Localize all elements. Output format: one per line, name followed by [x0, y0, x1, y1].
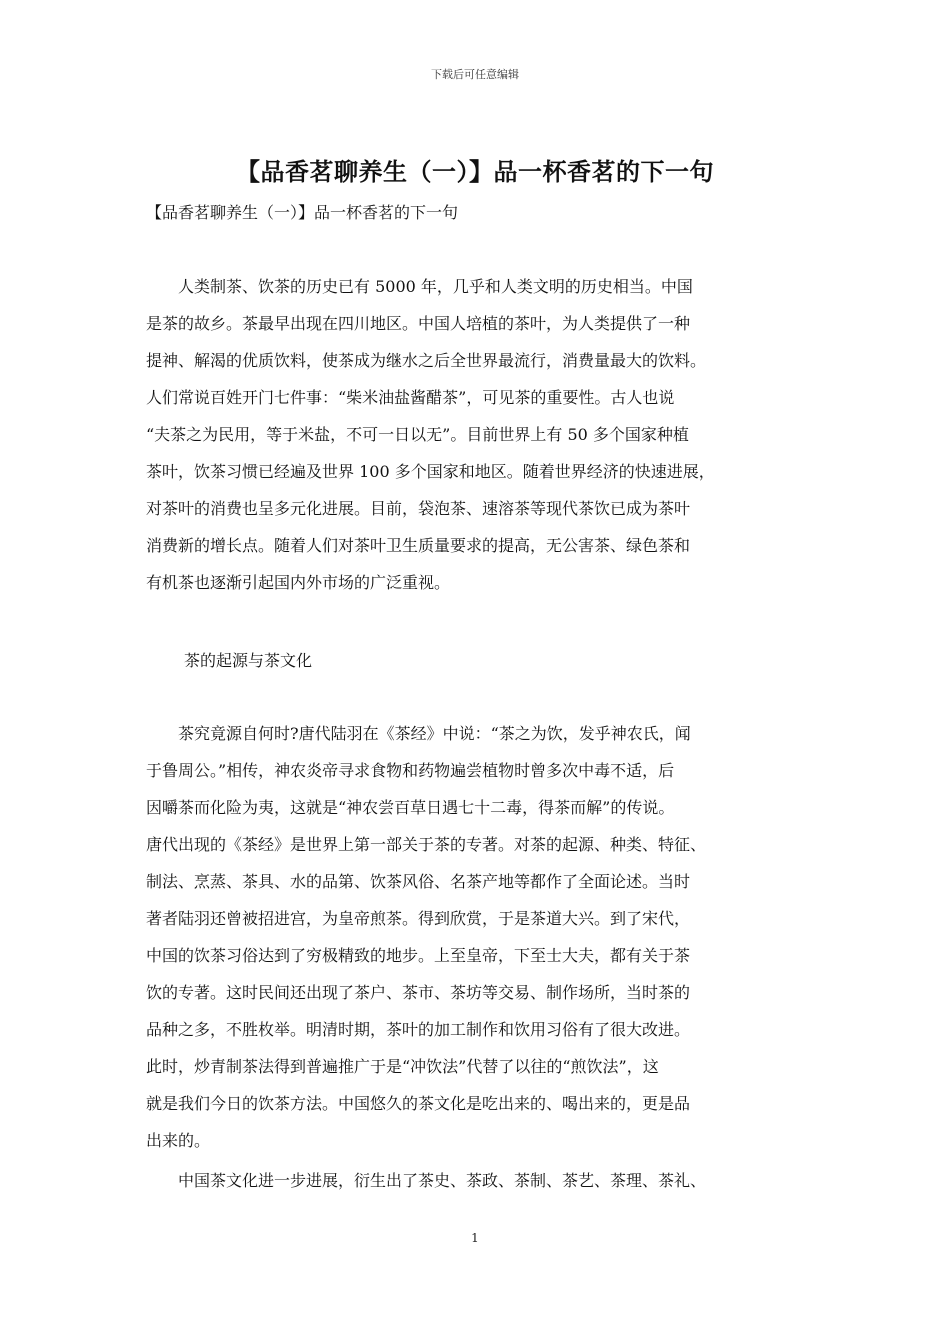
paragraph-line: 唐代出现的《茶经》是世界上第一部关于茶的专著。对茶的起源、种类、特征、	[146, 835, 707, 854]
paragraph-line: 中国的饮茶习俗达到了穷极精致的地步。上至皇帝，下至士大夫，都有关于茶	[146, 946, 691, 965]
paragraph-line: 著者陆羽还曾被招进宫，为皇帝煎茶。得到欣赏，于是茶道大兴。到了宋代，	[146, 909, 691, 928]
document-subtitle: 【品香茗聊养生（一）】品一杯香茗的下一句	[146, 203, 459, 222]
paragraph-line: 人类制茶、饮茶的历史已有 5000 年，几乎和人类文明的历史相当。中国	[146, 277, 693, 296]
paragraph-line: 有机茶也逐渐引起国内外市场的广泛重视。	[146, 573, 451, 592]
page-number: 1	[471, 1231, 479, 1245]
section-heading: 茶的起源与茶文化	[184, 651, 313, 670]
paragraph-line: 提神、解渴的优质饮料，使茶成为继水之后全世界最流行，消费量最大的饮料。	[146, 351, 707, 370]
paragraph-line: 是茶的故乡。茶最早出现在四川地区。中国人培植的茶叶，为人类提供了一种	[146, 314, 691, 333]
paragraph-line: 人们常说百姓开门七件事：“柴米油盐酱醋茶”，可见茶的重要性。古人也说	[146, 388, 675, 407]
paragraph-line: 饮的专著。这时民间还出现了茶户、茶市、茶坊等交易、制作场所，当时茶的	[146, 983, 691, 1002]
paragraph-line: 对茶叶的消费也呈多元化进展。目前，袋泡茶、速溶茶等现代茶饮已成为茶叶	[146, 499, 691, 518]
paragraph-line: 品种之多，不胜枚举。明清时期，茶叶的加工制作和饮用习俗有了很大改进。	[146, 1020, 691, 1039]
paragraph-line: 制法、烹蒸、茶具、水的品第、饮茶风俗、名茶产地等都作了全面论述。当时	[146, 872, 691, 891]
paragraph-line: 出来的。	[146, 1131, 211, 1150]
document-title: 【品香茗聊养生（一）】品一杯香茗的下一句	[236, 157, 714, 186]
paragraph-line: 茶究竟源自何时?唐代陆羽在《茶经》中说：“茶之为饮，发乎神农氏，闻	[146, 724, 691, 743]
paragraph-line: 就是我们今日的饮茶方法。中国悠久的茶文化是吃出来的、喝出来的，更是品	[146, 1094, 691, 1113]
origin-paragraph	[146, 715, 818, 1159]
paragraph-line: 消费新的增长点。随着人们对茶叶卫生质量要求的提高，无公害茶、绿色茶和	[146, 536, 691, 555]
page-header: 下载后可任意编辑	[431, 68, 519, 81]
paragraph-line: 因嚼茶而化险为夷，这就是“神农尝百草日遇七十二毒，得茶而解”的传说。	[146, 798, 675, 817]
paragraph-line: 中国茶文化进一步进展，衍生出了茶史、茶政、茶制、茶艺、茶理、茶礼、	[146, 1171, 707, 1190]
paragraph-line: 此时，炒青制茶法得到普遍推广于是“冲饮法”代替了以往的“煎饮法”，这	[146, 1057, 659, 1076]
paragraph-line: “夫茶之为民用，等于米盐，不可一日以无”。目前世界上有 50 多个国家种植	[146, 425, 689, 444]
paragraph-line: 于鲁周公。”相传，神农炎帝寻求食物和药物遍尝植物时曾多次中毒不适，后	[146, 761, 675, 780]
intro-paragraph	[146, 268, 818, 601]
paragraph-line: 茶叶，饮茶习惯已经遍及世界 100 多个国家和地区。随着世界经济的快速进展，	[146, 462, 715, 481]
culture-paragraph	[146, 1162, 818, 1199]
